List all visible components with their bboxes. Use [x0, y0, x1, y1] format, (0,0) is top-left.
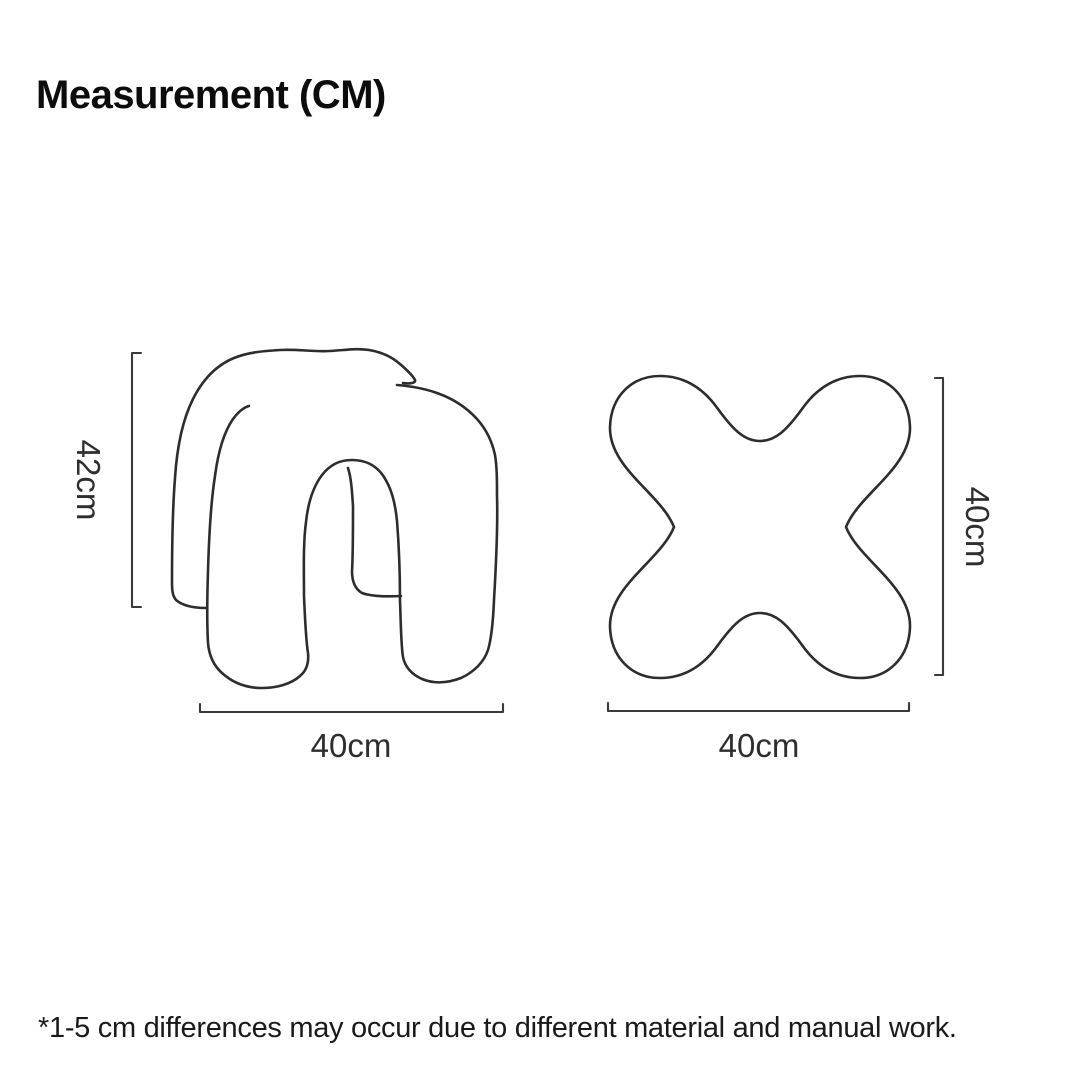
top-view-height-label: 40cm [959, 486, 996, 568]
side-view-width-label: 40cm [310, 727, 392, 764]
top-view-width-label: 40cm [718, 727, 800, 764]
page-title: Measurement (CM) [36, 72, 386, 117]
tolerance-footnote: *1-5 cm differences may occur due to different material and manual work. [38, 1012, 957, 1044]
dimension-line-side-height [132, 353, 141, 607]
dimension-line-side-width [200, 704, 503, 712]
side-view-height-label: 42cm [70, 439, 107, 521]
dimension-line-top-width [608, 703, 909, 711]
stool-top-view-x-outline [610, 376, 910, 678]
stool-side-view-arch-inner-edge [348, 468, 401, 596]
dimension-line-top-height [935, 378, 943, 675]
